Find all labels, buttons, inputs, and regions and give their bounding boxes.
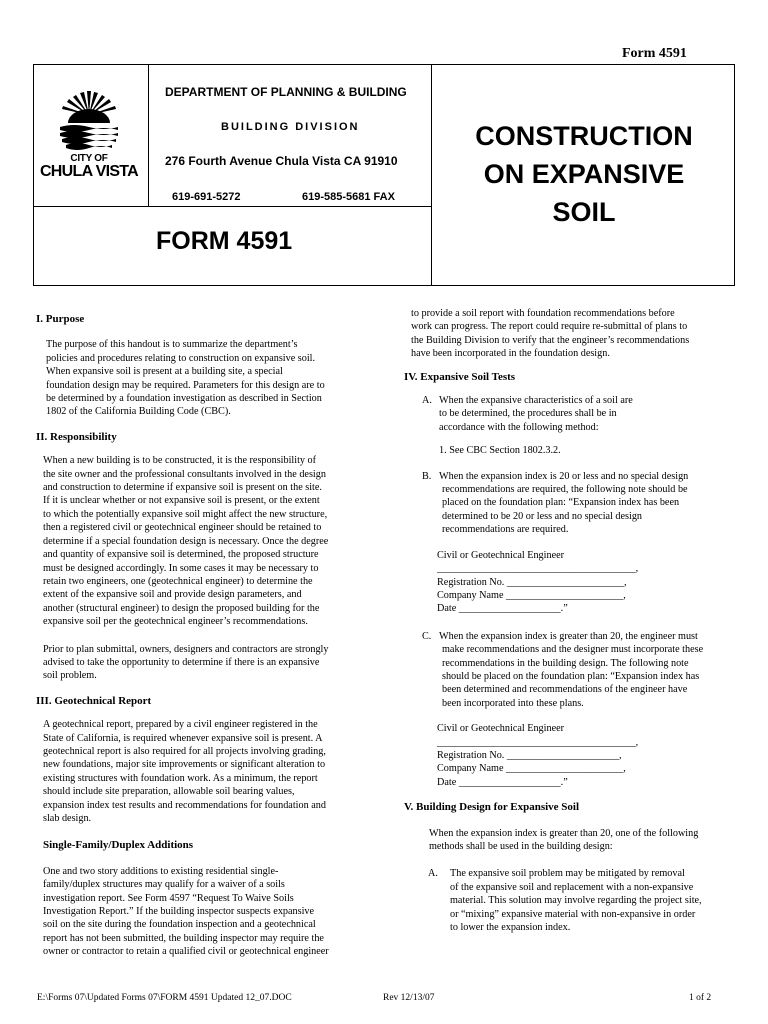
footer-page-number: 1 of 2 [689,993,712,1003]
text-line: foundation design may be required. Parameters for this design are to [46,379,325,391]
text-line: Civil or Geotechnical Engineer [437,723,565,735]
text-line: recommendations are required. [442,524,569,536]
sun-over-water-icon [54,89,124,153]
text-line: A geotechnical report, prepared by a civil engineer registered in the [43,719,318,731]
text-line: and quantity of expansive soil is determined, the proposed structure [43,549,319,561]
text-line: or “mixing” expansive material with non-expansive in order [450,908,696,920]
footer-revision: Rev 12/13/07 [383,993,435,1003]
department-name: DEPARTMENT OF PLANNING & BUILDING [165,85,407,99]
footer-file-path: E:\Forms 07\Updated Forms 07\FORM 4591 Updated 12_07.DOC [37,993,292,1003]
list-label: C. [422,630,432,642]
list-label: B. [422,470,432,482]
text-line: recommendations are required, the following note should be [442,484,688,496]
text-line: Date ____________________.” [437,603,568,615]
text-line: material. This solution may involve regarding the project site, [450,895,702,907]
text-line: When the expansion index is greater than 20, one of the following [429,827,699,839]
city-logo [38,89,140,209]
text-line: have been incorporated in the foundation design. [411,348,610,360]
divider [148,65,149,206]
list-item-b [404,470,739,537]
text-line: Company Name _______________________, [437,763,626,775]
text-line: Prior to plan submittal, owners, designers and contractors are strongly [43,643,329,655]
text-line: owner or contractor to retain a qualified civil or geotechnical engineer [43,946,329,958]
section-heading-tests: IV. Expansive Soil Tests [404,370,516,383]
text-line: When a new building is to be constructed, it is the responsibility of [43,455,317,467]
left-column [36,313,366,959]
continued-paragraph [404,307,739,361]
text-line: One and two story additions to existing residential single- [43,865,279,877]
text-line: When expansive soil is present at a building site, a special [46,366,283,378]
text-line: determined to be 20 or less and no special design [442,510,643,522]
list-label: A. [422,395,432,407]
logo-city-name: CHULA VISTA [39,163,139,180]
text-line: soil problem. [43,670,97,682]
text-line: soil on the site during the foundation inspection and a geotechnical [43,919,316,931]
logo-city-of: CITY OF [70,153,108,164]
text-line: accordance with the following method: [439,421,599,433]
text-line: should be placed on the foundation plan: “Expansion index has [442,670,700,682]
text-line: Registration No. _______________________, [437,576,627,588]
text-line: advised to take the opportunity to determine if there is an expansive [43,656,320,668]
header-box [33,64,735,286]
text-line: When the expansion index is greater than 20, the engineer must [439,630,698,642]
text-line: Date ____________________.” [437,776,568,788]
purpose-paragraph [36,338,366,418]
text-line: new foundations, major site improvements or significant alteration to [43,759,326,771]
right-column [404,307,739,934]
section-heading-purpose: I. Purpose [36,313,85,325]
text-line: been incorporated into these plans. [442,697,584,709]
form-number-top: Form 4591 [622,46,687,61]
text-line: and construction to determine if expansive soil is present on the site. [43,482,322,494]
text-line: If it is unclear whether or not expansive soil is present, or the extent [43,495,320,507]
sub-heading-single-family: Single-Family/Duplex Additions [43,839,194,852]
signature-line: _______________________________________, [437,563,639,575]
text-line: expansive soil per the geotechnical engineer’s recommendations. [43,616,308,628]
text-line: When the expansive characteristics of a soil are [439,395,633,407]
list-item-c [404,630,739,710]
text-line: determine if a special foundation design is necessary. Once the degree [43,535,329,547]
list-subitem: 1. See CBC Section 1802.3.2. [439,445,561,457]
title-line: CONSTRUCTION [475,121,693,151]
title-line: SOIL [552,197,616,227]
geotechnical-paragraph [36,718,366,825]
text-line: Registration No. ______________________, [437,749,622,761]
text-line: make recommendations and the designer must incorporate these [442,644,704,656]
text-line: extent of the expansive soil and provide design parameters, and [43,589,302,601]
text-line: The expansive soil problem may be mitigated by removal [450,868,685,880]
design-intro [404,827,739,854]
text-line: recommendations in the building design. The following note [442,657,689,669]
text-line: existing structures with foundation work. As a minimum, the report [43,772,318,784]
text-line: Company Name _______________________, [437,589,626,601]
text-line: Civil or Geotechnical Engineer [437,549,565,561]
signature-block [404,549,739,616]
text-line: expansion index test results and recommendations for foundation and [43,799,326,811]
division-name: BUILDING DIVISION [221,121,360,133]
text-line: to be determined, the procedures shall be in [439,408,617,420]
text-line: been determined and recommendations of the engineer have [442,684,688,696]
text-line: Investigation Report.” If the building inspector suspects expansive [43,906,315,918]
signature-block [404,722,739,789]
text-line: placed on the foundation plan: “Expansion index has been [442,497,680,509]
text-line: policies and procedures relating to construction on expansive soil. [46,352,316,364]
address: 276 Fourth Avenue Chula Vista CA 91910 [165,154,398,168]
text-line: retain two engineers, one (geotechnical engineer) to determine the [43,575,313,587]
text-line: of the expansive soil and replacement with a non-expansive [450,881,694,893]
text-line: be determined by a foundation investigation as described in Section [46,393,322,405]
document-title [432,117,736,231]
phone-number: 619-691-5272 [172,191,241,203]
text-line: investigation report. See Form 4597 “Request To Waive Soils [43,892,294,904]
text-line: family/duplex structures may qualify for a waiver of a soils [43,879,285,891]
section-heading-responsibility: II. Responsibility [36,430,117,443]
text-line: 1802 of the California Building Code (CBC). [46,406,231,418]
single-family-paragraph [36,865,366,959]
fax-number: 619-585-5681 FAX [302,191,395,203]
text-line: work can progress. The report could require re-submittal of plans to [411,321,688,333]
text-line: the site owner and the professional consultants involved in the design [43,468,326,480]
text-line: to lower the expansion index. [450,922,571,934]
section-heading-design: V. Building Design for Expansive Soil [404,801,580,814]
text-line: to which the potentially expansive soil might affect the new structure, [43,508,328,520]
text-line: slab design. [43,813,92,824]
form-label: FORM 4591 [156,227,293,255]
text-line: State of California, is required whenever expansive soil is present. A [43,732,323,744]
signature-line: _______________________________________, [437,736,639,748]
text-line: must be designed accordingly. In some cases it may be necessary to [43,562,319,574]
text-line: another (structural engineer) to design the proposed building for the [43,602,320,614]
section-heading-geotechnical: III. Geotechnical Report [36,694,152,707]
list-label: A. [428,868,438,880]
text-line: the Building Division to verify that the engineer’s recommendations [411,334,690,346]
text-line: then a registered civil or geotechnical engineer should be retained to [43,522,322,534]
list-item-a [404,394,739,434]
list-item-design-a [404,867,739,934]
text-line: When the expansion index is 20 or less and no special design [439,470,689,482]
text-line: methods shall be used in the building design: [429,841,613,852]
responsibility-paragraph [36,454,366,683]
text-line: to provide a soil report with foundation recommendations before [411,308,675,319]
text-line: The purpose of this handout is to summarize the department’s [46,339,298,351]
title-line: ON EXPANSIVE [483,159,685,189]
text-line: geotechnical report is also required for all projects involving grading, [43,745,326,757]
text-line: should include site preparation, allowable soil bearing values, [43,786,295,798]
text-line: report has not been submitted, the building inspector may require the [43,932,324,944]
